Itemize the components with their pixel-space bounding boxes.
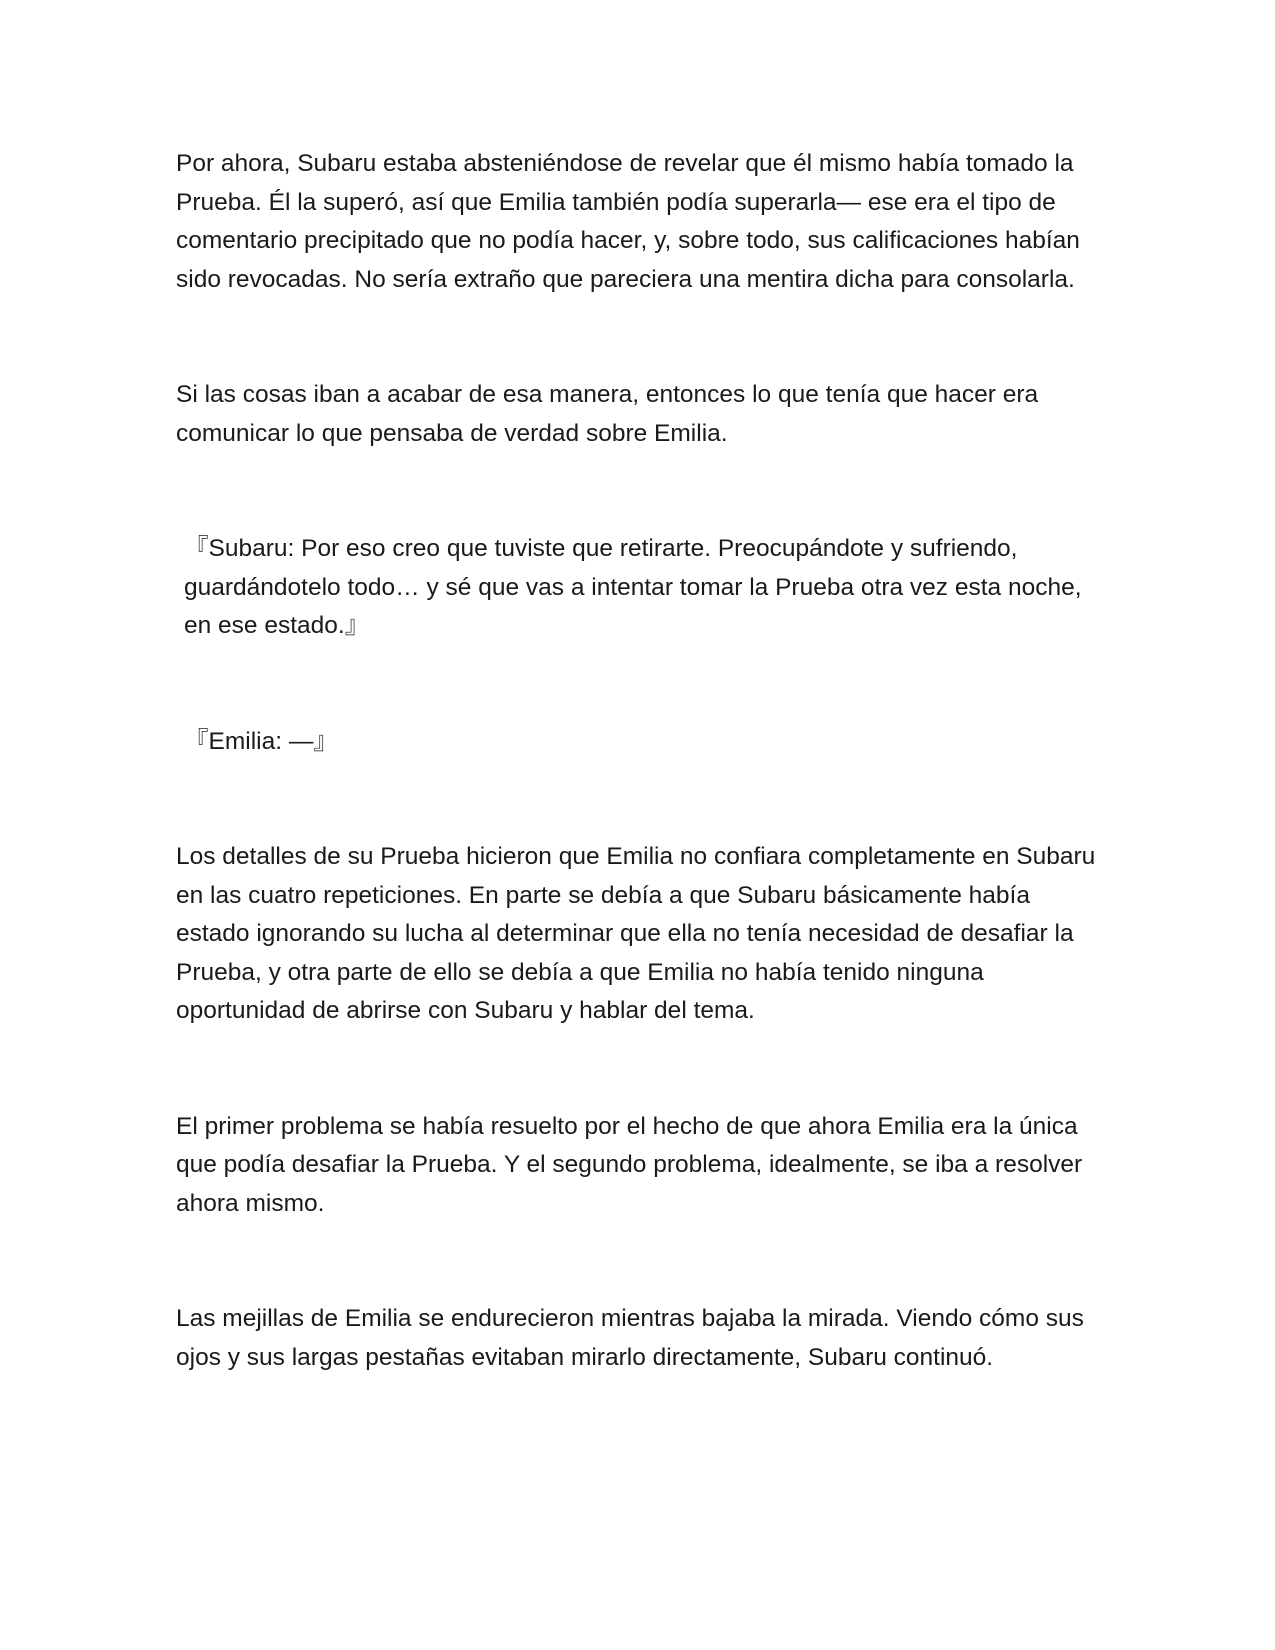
paragraph-2: Si las cosas iban a acabar de esa manera, entonces lo que tenía que hacer era comunicar lo que pensaba de verdad sobre Emilia.: [176, 381, 1039, 447]
dialogue-emilia: 『Emilia: —』: [184, 727, 338, 755]
paragraph-5: Los detalles de su Prueba hicieron que Emilia no confiara completamente en Subaru en las cuatro repeticiones. En parte se debía a que Subaru básicamente había estado ignorando su lucha al determinar que ella no tenía necesidad de desafiar la Prueba, y otra parte de ello se debía a que Emilia no había tenido ninguna oportunidad de abrirse con Subaru y hablar del tema.: [176, 843, 1096, 1024]
body-text: [176, 145, 1096, 1454]
paragraph-1: Por ahora, Subaru estaba absteniéndose de revelar que él mismo había tomado la Prueba. Él la superó, así que Emilia también podía superarla— ese era el tipo de comentario precipitado que no podía hacer, y, sobre todo, sus calificaciones habían sido revocadas. No sería extraño que pareciera una mentira dicha para consolarla.: [176, 150, 1080, 293]
paragraph-6: El primer problema se había resuelto por el hecho de que ahora Emilia era la única que podía desafiar la Prueba. Y el segundo problema, idealmente, se iba a resolver ahora mismo.: [176, 1112, 1083, 1217]
paragraph-7: Las mejillas de Emilia se endurecieron mientras bajaba la mirada. Viendo cómo sus ojos y sus largas pestañas evitaban mirarlo directamente, Subaru continuó.: [176, 1305, 1084, 1371]
dialogue-subaru: 『Subaru: Por eso creo que tuviste que retirarte. Preocupándote y sufriendo, guardándotelo todo… y sé que vas a intentar tomar la Prueba otra vez esta noche, en ese estado.』: [184, 535, 1082, 639]
